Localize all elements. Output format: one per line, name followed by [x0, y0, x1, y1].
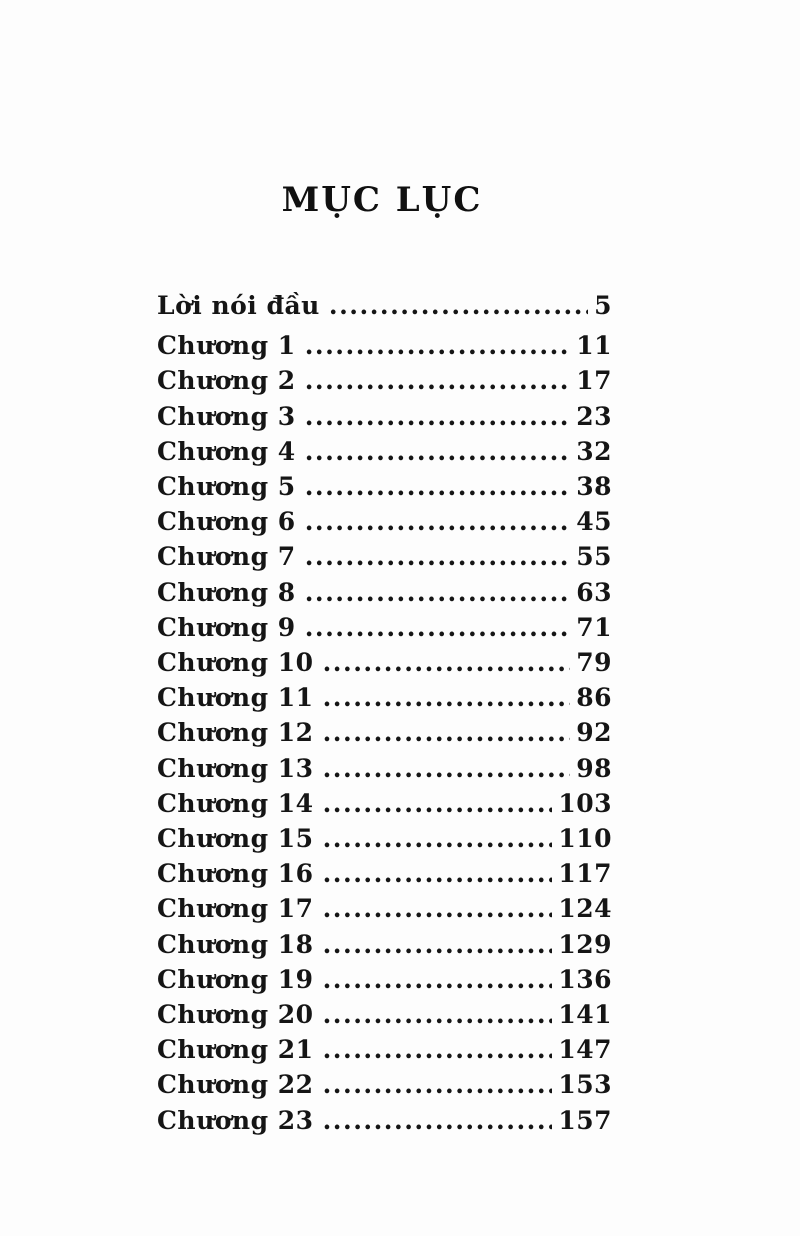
toc-entry-label: Chương 21: [157, 1035, 314, 1065]
toc-entry-label: Chương 5: [157, 472, 296, 502]
dot-leader: [305, 434, 571, 469]
dot-leader: [323, 1032, 553, 1067]
dot-leader: [305, 539, 571, 574]
toc-entry: [157, 962, 612, 997]
dot-leader: [329, 288, 588, 323]
dot-leader: [305, 363, 571, 398]
toc-entry: [157, 434, 612, 469]
toc-entry-label: Chương 4: [157, 436, 296, 466]
toc-entry-label: Chương 13: [157, 753, 314, 783]
dot-leader: [323, 680, 571, 715]
toc-entry: [157, 469, 612, 504]
toc-entry-label: Chương 14: [157, 788, 314, 818]
toc-entry: [157, 680, 612, 715]
toc-entry: [157, 1067, 612, 1102]
dot-leader: [323, 645, 571, 680]
toc-entry: [157, 715, 612, 750]
dot-leader: [305, 328, 571, 363]
dot-leader: [323, 1067, 553, 1102]
toc-entry: [157, 997, 612, 1032]
toc-entry-label: Lời nói đầu: [157, 291, 320, 320]
dot-leader: [323, 856, 553, 891]
toc-entry: [157, 786, 612, 821]
toc-entry-page: 55: [576, 542, 612, 572]
dot-leader: [323, 821, 553, 856]
dot-leader: [305, 575, 571, 610]
toc-entry: [157, 1103, 612, 1138]
toc-entry-label: Chương 3: [157, 401, 296, 431]
toc-entry: [157, 575, 612, 610]
toc-entry: [157, 645, 612, 680]
dot-leader: [323, 715, 571, 750]
toc-entry-label: Chương 23: [157, 1105, 314, 1135]
toc-entry-page: 17: [576, 366, 612, 396]
toc-entry-page: 147: [558, 1035, 612, 1065]
toc-entry-label: Chương 18: [157, 929, 314, 959]
dot-leader: [305, 610, 571, 645]
toc-entry-label: Chương 1: [157, 331, 296, 361]
toc-entry: [157, 610, 612, 645]
toc-entry-page: 103: [558, 788, 612, 818]
toc-entry-label: Chương 8: [157, 577, 296, 607]
toc-entry-label: Chương 2: [157, 366, 296, 396]
toc-entry-page: 98: [576, 753, 612, 783]
toc-entry-label: Chương 10: [157, 648, 314, 678]
toc-entry: [157, 856, 612, 891]
dot-leader: [305, 399, 571, 434]
toc-entry-page: 63: [576, 577, 612, 607]
dot-leader: [323, 997, 553, 1032]
dot-leader: [323, 927, 553, 962]
toc-entry-page: 11: [576, 331, 612, 361]
toc-entry-label: Chương 11: [157, 683, 314, 713]
toc-entry-page: 117: [558, 859, 612, 889]
toc-list: [157, 288, 612, 1138]
toc-entry: [157, 927, 612, 962]
toc-entry-label: Chương 20: [157, 1000, 314, 1030]
toc-entry-label: Chương 12: [157, 718, 314, 748]
toc-entry-page: 5: [594, 291, 612, 320]
dot-leader: [305, 504, 571, 539]
toc-entry-page: 92: [576, 718, 612, 748]
dot-leader: [323, 1103, 553, 1138]
toc-entry: [157, 539, 612, 574]
dot-leader: [323, 786, 553, 821]
toc-entry-page: 153: [558, 1070, 612, 1100]
toc-entry-page: 129: [558, 929, 612, 959]
toc-entry: [157, 821, 612, 856]
toc-entry: [157, 891, 612, 926]
toc-entry: [157, 363, 612, 398]
toc-entry-page: 79: [576, 648, 612, 678]
dot-leader: [323, 962, 553, 997]
toc-entry-label: Chương 7: [157, 542, 296, 572]
toc-entry-label: Chương 19: [157, 964, 314, 994]
toc-entry-page: 71: [576, 612, 612, 642]
toc-entry-label: Chương 16: [157, 859, 314, 889]
toc-entry-label: Chương 15: [157, 824, 314, 854]
toc-entry-page: 136: [558, 964, 612, 994]
dot-leader: [323, 751, 571, 786]
toc-entry-page: 157: [558, 1105, 612, 1135]
toc-entry-page: 141: [558, 1000, 612, 1030]
toc-entry-label: Chương 22: [157, 1070, 314, 1100]
toc-entry-page: 45: [576, 507, 612, 537]
toc-entry: [157, 399, 612, 434]
toc-entry-page: 86: [576, 683, 612, 713]
toc-entry: [157, 504, 612, 539]
toc-entry: [157, 1032, 612, 1067]
dot-leader: [305, 469, 571, 504]
toc-entry-page: 38: [576, 472, 612, 502]
page-title: MỤC LỤC: [281, 180, 483, 220]
toc-entry-label: Chương 17: [157, 894, 314, 924]
toc-entry-page: 124: [558, 894, 612, 924]
toc-entry-page: 23: [576, 401, 612, 431]
dot-leader: [323, 891, 553, 926]
toc-entry-page: 110: [558, 824, 612, 854]
toc-entry: [157, 751, 612, 786]
toc-entry-label: Chương 6: [157, 507, 296, 537]
toc-entry-page: 32: [576, 436, 612, 466]
toc-entry: [157, 288, 612, 323]
toc-entry: [157, 328, 612, 363]
toc-entry-label: Chương 9: [157, 612, 296, 642]
